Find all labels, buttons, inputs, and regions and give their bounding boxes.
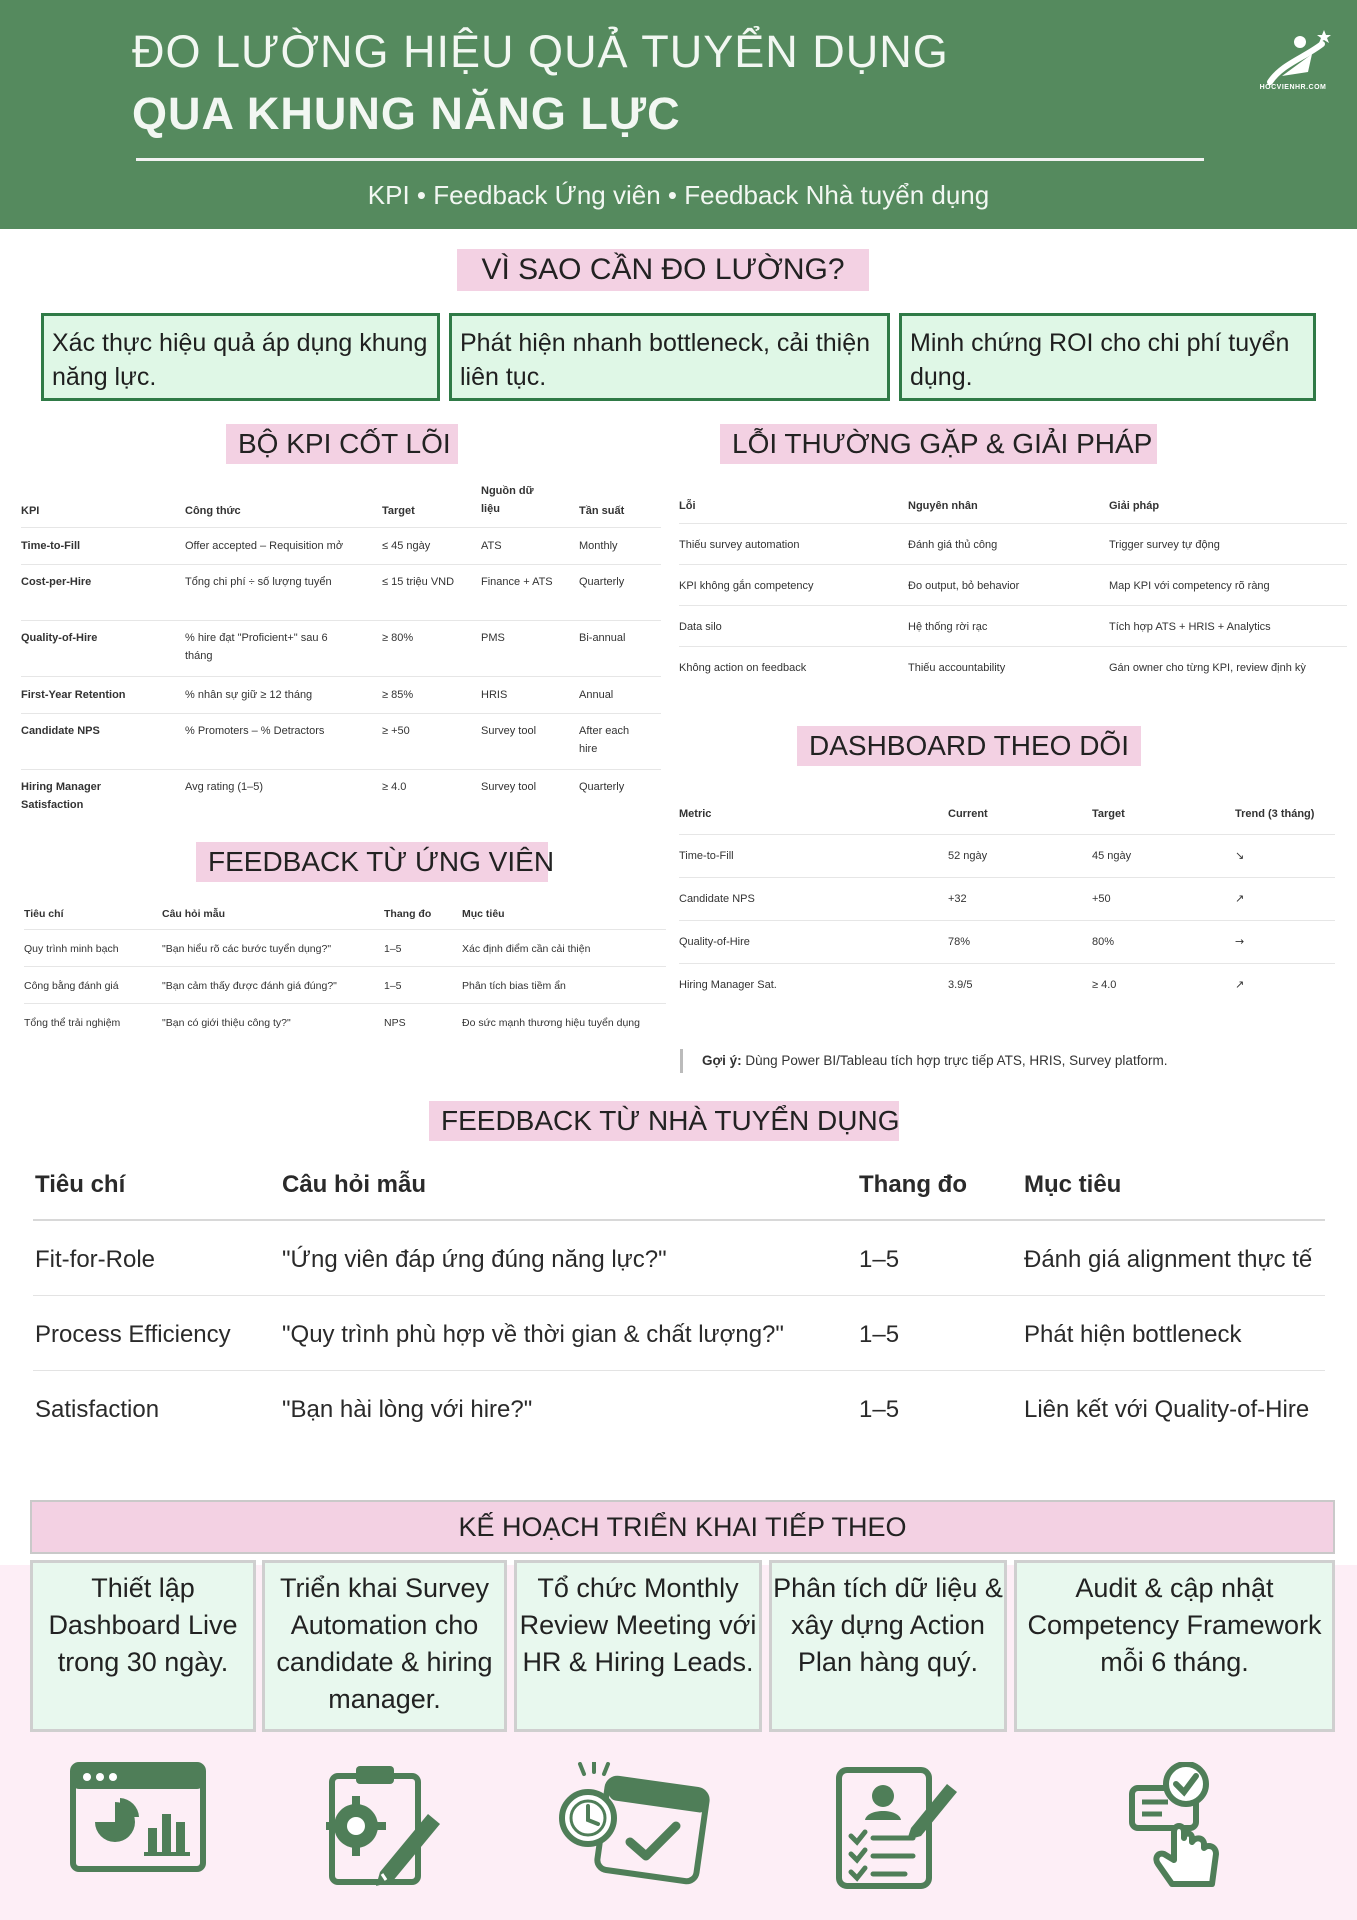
header-cell: Nguồn dữ liệu: [481, 485, 534, 515]
plan-card-5: Audit & cập nhật Competency Framework mỗi 6 tháng.: [1014, 1560, 1335, 1732]
table-cell: "Bạn hiểu rõ các bước tuyển dụng?": [162, 943, 332, 955]
table-cell: Đo output, bỏ behavior: [908, 580, 1020, 592]
table-row: [33, 1221, 1325, 1296]
candidate-feedback-heading: FEEDBACK TỪ ỨNG VIÊN: [196, 842, 548, 882]
table-cell: 52 ngày: [948, 850, 988, 862]
table-cell: 1–5: [859, 1246, 900, 1273]
table-cell: ≥ 85%: [382, 689, 414, 701]
table-cell: Đánh giá thủ công: [908, 539, 998, 551]
table-cell: Gán owner cho từng KPI, review định kỳ: [1109, 662, 1306, 674]
table-cell: Cost-per-Hire: [21, 576, 92, 588]
table-row: [33, 1371, 1325, 1446]
table-header-row: [679, 792, 1335, 835]
header-cell: Nguyên nhân: [908, 500, 978, 512]
table-cell: Quality-of-Hire: [21, 632, 98, 644]
table-cell: PMS: [481, 632, 505, 644]
header-cell: Tiêu chí: [35, 1171, 126, 1198]
table-cell: Đo sức mạnh thương hiệu tuyển dụng: [462, 1017, 640, 1029]
table-cell: +32: [948, 893, 967, 905]
table-cell: ≥ 4.0: [382, 781, 407, 793]
table-cell: First-Year Retention: [21, 689, 126, 701]
table-row: [679, 606, 1347, 647]
table-row: [33, 1296, 1325, 1371]
table-cell: Map KPI với competency rõ ràng: [1109, 580, 1270, 592]
page-header: [0, 0, 1357, 229]
table-cell: Quarterly: [579, 781, 625, 793]
trend-down-icon: ↘: [1235, 849, 1245, 862]
table-cell: Survey tool: [481, 725, 537, 737]
table-row: [24, 930, 666, 967]
errors-heading: LỖI THƯỜNG GẶP & GIẢI PHÁP: [720, 424, 1157, 464]
table-cell: % Promoters – % Detractors: [185, 725, 325, 737]
table-cell: Avg rating (1–5): [185, 781, 264, 793]
table-row: [679, 647, 1347, 688]
table-row: [679, 565, 1347, 606]
kpi-heading: BỘ KPI CỐT LÕI: [226, 424, 458, 464]
page-subtitle: KPI • Feedback Ứng viên • Feedback Nhà tuyển dụng: [367, 180, 990, 210]
header-cell: Current: [948, 808, 988, 820]
why-heading: VÌ SAO CẦN ĐO LƯỜNG?: [457, 249, 869, 291]
table-cell: Thiếu survey automation: [679, 539, 800, 551]
table-cell: "Quy trình phù hợp về thời gian & chất lượng?": [282, 1321, 784, 1348]
table-cell: 1–5: [384, 980, 402, 992]
table-cell: "Ứng viên đáp ứng đúng năng lực?": [282, 1246, 667, 1273]
table-cell: Quality-of-Hire: [679, 936, 750, 948]
header-cell: KPI: [21, 505, 40, 517]
trend-up-icon: ↗: [1235, 892, 1245, 905]
table-header-row: [21, 478, 661, 528]
table-cell: HRIS: [481, 689, 508, 701]
table-row: [24, 1004, 666, 1041]
table-cell: Tích hợp ATS + HRIS + Analytics: [1109, 621, 1271, 633]
table-cell: Offer accepted – Requisition mở: [185, 540, 344, 552]
table-row: [679, 921, 1335, 964]
table-cell: Hiring Manager Sat.: [679, 979, 777, 991]
why-box-2: Phát hiện nhanh bottleneck, cải thiện liên tục.: [449, 313, 890, 401]
table-cell: % nhân sự giữ ≥ 12 tháng: [185, 689, 313, 701]
plan-card-4: Phân tích dữ liệu & xây dựng Action Plan hàng quý.: [769, 1560, 1007, 1732]
table-row: [21, 621, 661, 677]
table-cell: Xác định điểm cần cải thiện: [462, 943, 591, 955]
table-cell: Phân tích bias tiềm ẩn: [462, 980, 566, 992]
table-cell: 1–5: [859, 1321, 900, 1348]
plan-heading: KẾ HOẠCH TRIỂN KHAI TIẾP THEO: [30, 1500, 1335, 1554]
page-title-line1: ĐO LƯỜNG HIỆU QUẢ TUYỂN DỤNG: [132, 26, 949, 77]
table-cell: Monthly: [579, 540, 618, 552]
header-cell: Lỗi: [679, 500, 696, 512]
table-cell: Phát hiện bottleneck: [1024, 1321, 1242, 1348]
table-cell: ≤ 45 ngày: [382, 540, 431, 552]
table-cell: 3.9/5: [948, 979, 973, 991]
table-cell: Quy trình minh bạch: [24, 943, 119, 955]
table-cell: Satisfaction: [35, 1396, 160, 1423]
table-cell: Hiring Manager Satisfaction: [21, 781, 102, 811]
dashboard-icon: [70, 1762, 206, 1872]
header-cell: Mục tiêu: [462, 908, 505, 920]
table-cell: Thiếu accountability: [908, 662, 1006, 674]
table-cell: 1–5: [859, 1396, 900, 1423]
calendar-clock-icon: [558, 1762, 710, 1886]
header-cell: Câu hỏi mẫu: [282, 1171, 427, 1198]
table-cell: Process Efficiency: [35, 1321, 231, 1348]
table-cell: 1–5: [384, 943, 402, 955]
table-cell: Finance + ATS: [481, 576, 553, 588]
table-cell: Candidate NPS: [679, 893, 755, 905]
logo-text: HOCVIENHR.COM: [1259, 84, 1327, 91]
table-cell: 45 ngày: [1092, 850, 1132, 862]
table-cell: ≥ 4.0: [1092, 979, 1117, 991]
table-cell: ≤ 15 triệu VND: [382, 576, 455, 588]
header-cell: Công thức: [185, 505, 241, 517]
note-text: Dùng Power BI/Tableau tích hợp trực tiếp ATS, HRIS, Survey platform.: [745, 1053, 1168, 1068]
table-row: [679, 878, 1335, 921]
table-row: [679, 964, 1335, 1007]
table-cell: Công bằng đánh giá: [24, 980, 119, 992]
table-cell: ≥ +50: [382, 725, 410, 737]
table-cell: Tổng chi phí ÷ số lượng tuyển: [185, 576, 332, 588]
note-accent-bar: [680, 1049, 683, 1073]
table-cell: "Bạn cảm thấy được đánh giá đúng?": [162, 980, 337, 992]
table-cell: Candidate NPS: [21, 725, 100, 737]
table-cell: Bi-annual: [579, 632, 626, 644]
table-row: [21, 714, 661, 770]
header-cell: Metric: [679, 808, 712, 820]
table-cell: +50: [1092, 893, 1111, 905]
trend-up-icon: ↗: [1235, 978, 1245, 991]
table-cell: 80%: [1092, 936, 1115, 948]
trend-flat-icon: →: [1235, 935, 1245, 948]
header-divider: [136, 158, 1204, 161]
table-cell: NPS: [384, 1017, 406, 1029]
plan-card-3: Tổ chức Monthly Review Meeting với HR & Hiring Leads.: [514, 1560, 762, 1732]
table-header-row: [679, 482, 1347, 524]
table-row: [21, 565, 661, 621]
table-row: [679, 524, 1347, 565]
table-cell: % hire đạt "Proficient+" sau 6 tháng: [185, 632, 328, 662]
table-cell: Quarterly: [579, 576, 625, 588]
table-header-row: [24, 896, 666, 930]
why-box-1: Xác thực hiệu quả áp dụng khung năng lực.: [41, 313, 440, 401]
table-cell: Không action on feedback: [679, 662, 807, 674]
table-cell: ≥ 80%: [382, 632, 414, 644]
table-cell: Hệ thống rời rạc: [908, 621, 988, 633]
header-cell: Thang đo: [859, 1171, 967, 1198]
checklist-icon: [835, 1762, 961, 1890]
table-cell: After each hire: [579, 725, 630, 755]
table-cell: Liên kết với Quality-of-Hire: [1024, 1396, 1310, 1423]
recruiter-feedback-heading: FEEDBACK TỪ NHÀ TUYỂN DỤNG: [429, 1101, 899, 1141]
header-cell: Câu hỏi mẫu: [162, 908, 226, 920]
why-box-3: Minh chứng ROI cho chi phí tuyển dụng.: [899, 313, 1316, 401]
dashboard-note: [702, 1053, 1167, 1068]
table-cell: Time-to-Fill: [21, 540, 81, 552]
table-row: [679, 835, 1335, 878]
header-cell: Target: [382, 505, 415, 517]
table-cell: KPI không gắn competency: [679, 580, 814, 592]
table-cell: 78%: [948, 936, 971, 948]
table-cell: "Bạn hài lòng với hire?": [282, 1396, 533, 1423]
plan-card-1: Thiết lập Dashboard Live trong 30 ngày.: [30, 1560, 256, 1732]
table-row: [21, 770, 661, 826]
header-cell: Target: [1092, 808, 1125, 820]
table-row: [21, 528, 661, 565]
table-cell: Time-to-Fill: [679, 850, 734, 862]
header-cell: Giải pháp: [1109, 500, 1160, 512]
header-cell: Trend (3 tháng): [1235, 808, 1315, 820]
note-label: Gợi ý:: [702, 1053, 742, 1068]
table-cell: Đánh giá alignment thực tế: [1024, 1246, 1313, 1273]
table-cell: Data silo: [679, 621, 722, 633]
table-cell: Annual: [579, 689, 614, 701]
table-cell: ATS: [481, 540, 502, 552]
table-cell: Fit-for-Role: [35, 1246, 156, 1273]
header-cell: Mục tiêu: [1024, 1171, 1122, 1198]
clipboard-gear-icon: [310, 1762, 446, 1886]
header-cell: Thang đo: [384, 908, 432, 920]
table-header-row: [33, 1150, 1325, 1221]
table-cell: "Bạn có giới thiệu công ty?": [162, 1017, 291, 1029]
table-cell: Trigger survey tự động: [1109, 539, 1220, 551]
dashboard-heading: DASHBOARD THEO DÕI: [797, 726, 1141, 766]
plan-card-2: Triển khai Survey Automation cho candidate & hiring manager.: [262, 1560, 507, 1732]
page-title-line2: QUA KHUNG NĂNG LỰC: [132, 88, 681, 139]
audit-hand-icon: [1128, 1762, 1228, 1890]
table-row: [21, 677, 661, 714]
header-cell: Tiêu chí: [24, 908, 64, 920]
table-cell: Tổng thể trải nghiệm: [24, 1017, 121, 1029]
header-cell: Tần suất: [579, 505, 625, 517]
table-cell: Survey tool: [481, 781, 537, 793]
table-row: [24, 967, 666, 1004]
